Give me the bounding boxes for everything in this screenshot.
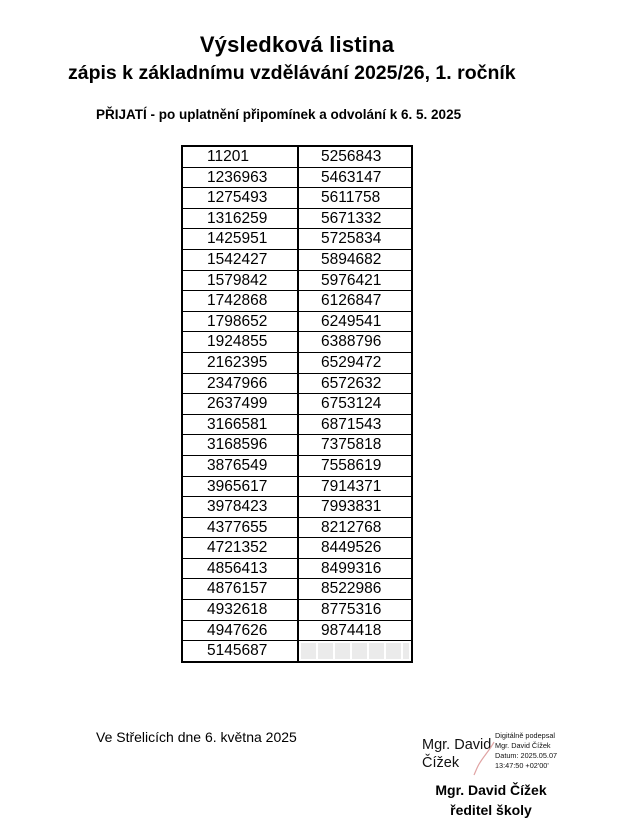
- registration-code-cell: 1275493: [182, 188, 298, 209]
- registration-code-cell: 6388796: [298, 332, 412, 353]
- registration-code-cell: 5463147: [298, 167, 412, 188]
- signer-name: Mgr. David Čížek: [435, 782, 547, 798]
- registration-code-cell: 1316259: [182, 208, 298, 229]
- table-row: [182, 641, 412, 662]
- table-row: [182, 332, 412, 353]
- registration-code-cell: 8775316: [298, 600, 412, 621]
- registration-code-cell: 4947626: [182, 620, 298, 641]
- empty-cell-shading: [301, 643, 409, 659]
- table-row: [182, 558, 412, 579]
- registration-code-cell: 7558619: [298, 455, 412, 476]
- registration-code-cell: 5725834: [298, 229, 412, 250]
- table-row: [182, 579, 412, 600]
- registration-code-cell: 6126847: [298, 291, 412, 312]
- registration-code-cell: 6572632: [298, 373, 412, 394]
- table-row: [182, 455, 412, 476]
- registration-code-cell: 6529472: [298, 352, 412, 373]
- registration-code-cell: 4721352: [182, 538, 298, 559]
- table-row: [182, 291, 412, 312]
- table-row: [182, 538, 412, 559]
- registration-code-cell: 3876549: [182, 455, 298, 476]
- empty-cell: [298, 641, 412, 662]
- registration-code-cell: 6249541: [298, 311, 412, 332]
- registration-code-cell: 7375818: [298, 435, 412, 456]
- registration-code-cell: 1798652: [182, 311, 298, 332]
- registration-code-cell: 3166581: [182, 414, 298, 435]
- registration-code-cell: 9874418: [298, 620, 412, 641]
- registration-code-cell: 4856413: [182, 558, 298, 579]
- page-title: Výsledková listina: [199, 32, 395, 57]
- signature-detail-line: 13:47:50 +02'00': [495, 761, 549, 770]
- registration-code-cell: 1542427: [182, 249, 298, 270]
- table-row: [182, 270, 412, 291]
- registration-code-cell: 3965617: [182, 476, 298, 497]
- registration-code-cell: 3978423: [182, 497, 298, 518]
- registration-code-cell: 2162395: [182, 352, 298, 373]
- registration-code-cell: 1236963: [182, 167, 298, 188]
- registration-code-cell: 5256843: [298, 146, 412, 167]
- registration-code-cell: 11201: [182, 146, 298, 167]
- table-row: [182, 394, 412, 415]
- registration-code-cell: 4932618: [182, 600, 298, 621]
- signature-detail-line: Mgr. David Čížek: [495, 741, 551, 750]
- registration-code-cell: 5894682: [298, 249, 412, 270]
- registration-code-cell: 5976421: [298, 270, 412, 291]
- signature-detail-line: Datum: 2025.05.07: [495, 751, 558, 760]
- table-row: [182, 620, 412, 641]
- registration-code-cell: 5671332: [298, 208, 412, 229]
- registration-code-cell: 8212768: [298, 517, 412, 538]
- table-row: [182, 435, 412, 456]
- table-row: [182, 352, 412, 373]
- registration-code-cell: 2637499: [182, 394, 298, 415]
- page-subtitle: zápis k základnímu vzdělávání 2025/26, 1. ročník: [68, 62, 516, 84]
- registration-code-cell: 1924855: [182, 332, 298, 353]
- signer-role: ředitel školy: [450, 802, 532, 818]
- table-row: [182, 414, 412, 435]
- digital-signature-name: Mgr. David Čížek: [422, 737, 492, 771]
- registration-code-cell: 3168596: [182, 435, 298, 456]
- registration-code-cell: 8522986: [298, 579, 412, 600]
- registration-code-cell: 8499316: [298, 558, 412, 579]
- place-and-date: Ve Střelicích dne 6. května 2025: [96, 729, 297, 745]
- table-row: [182, 517, 412, 538]
- registration-code-cell: 4377655: [182, 517, 298, 538]
- registration-code-cell: 8449526: [298, 538, 412, 559]
- table-row: [182, 373, 412, 394]
- table-row: [182, 229, 412, 250]
- registration-code-cell: 7914371: [298, 476, 412, 497]
- registration-code-cell: 1742868: [182, 291, 298, 312]
- registration-code-cell: 5611758: [298, 188, 412, 209]
- digital-signature-details: [495, 731, 557, 771]
- table-row: [182, 476, 412, 497]
- table-row: [182, 249, 412, 270]
- registration-code-cell: 4876157: [182, 579, 298, 600]
- table-row: [182, 497, 412, 518]
- table-row: [182, 146, 412, 167]
- results-table: [181, 145, 413, 663]
- table-row: [182, 188, 412, 209]
- signer-block: [418, 780, 564, 820]
- registration-code-cell: 1425951: [182, 229, 298, 250]
- table-row: [182, 208, 412, 229]
- table-row: [182, 311, 412, 332]
- registration-code-cell: 6753124: [298, 394, 412, 415]
- signature-detail-line: Digitálně podepsal: [495, 731, 556, 740]
- list-status-heading: PŘIJATÍ - po uplatnění připomínek a odvolání k 6. 5. 2025: [96, 107, 462, 122]
- registration-code-cell: 2347966: [182, 373, 298, 394]
- table-row: [182, 167, 412, 188]
- registration-code-cell: 7993831: [298, 497, 412, 518]
- registration-code-cell: 1579842: [182, 270, 298, 291]
- registration-code-cell: 6871543: [298, 414, 412, 435]
- table-row: [182, 600, 412, 621]
- registration-code-cell: 5145687: [182, 641, 298, 662]
